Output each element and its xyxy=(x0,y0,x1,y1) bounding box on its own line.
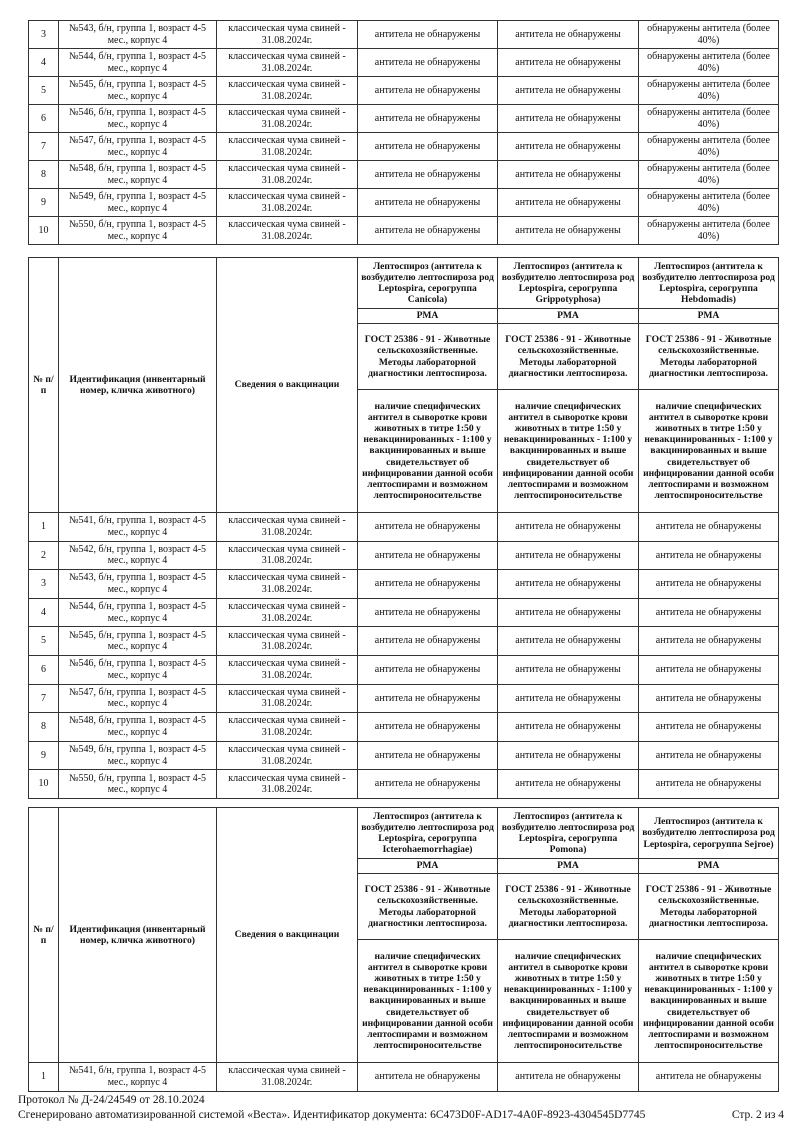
result-cell: антитела не обнаружены xyxy=(639,741,779,770)
animal-id: №547, б/н, группа 1, возраст 4-5 мес., корпус 4 xyxy=(59,684,217,713)
vaccination-info: классическая чума свиней - 31.08.2024г. xyxy=(217,161,358,189)
result-cell: антитела не обнаружены xyxy=(498,77,639,105)
row-number: 2 xyxy=(29,541,59,570)
result-cell: антитела не обнаружены xyxy=(498,217,639,245)
method-header: РМА xyxy=(358,309,498,324)
page-number: Стр. 2 из 4 xyxy=(731,1109,784,1121)
animal-id: №544, б/н, группа 1, возраст 4-5 мес., корпус 4 xyxy=(59,598,217,627)
row-number: 10 xyxy=(29,770,59,799)
row-number: 8 xyxy=(29,161,59,189)
table-row xyxy=(29,1063,779,1092)
table-row xyxy=(29,161,779,189)
result-cell: обнаружены антитела (более 40%) xyxy=(639,49,779,77)
method-header: РМА xyxy=(358,859,498,874)
result-cell: обнаружены антитела (более 40%) xyxy=(639,161,779,189)
animal-id: №548, б/н, группа 1, возраст 4-5 мес., корпус 4 xyxy=(59,713,217,742)
result-cell: антитела не обнаружены xyxy=(358,627,498,656)
table-row xyxy=(29,513,779,542)
column-header-identification: Идентификация (инвентарный номер, кличка животного) xyxy=(59,808,217,1063)
result-cell: антитела не обнаружены xyxy=(358,598,498,627)
table-row xyxy=(29,627,779,656)
result-cell: антитела не обнаружены xyxy=(358,49,498,77)
animal-id: №541, б/н, группа 1, возраст 4-5 мес., корпус 4 xyxy=(59,513,217,542)
result-cell: антитела не обнаружены xyxy=(358,741,498,770)
result-cell: антитела не обнаружены xyxy=(358,770,498,799)
result-cell: антитела не обнаружены xyxy=(498,541,639,570)
result-cell: антитела не обнаружены xyxy=(358,684,498,713)
table-row xyxy=(29,133,779,161)
animal-id: №549, б/н, группа 1, возраст 4-5 мес., корпус 4 xyxy=(59,741,217,770)
result-cell: антитела не обнаружены xyxy=(358,77,498,105)
table-row xyxy=(29,741,779,770)
column-header-identification: Идентификация (инвентарный номер, кличка животного) xyxy=(59,258,217,513)
result-cell: антитела не обнаружены xyxy=(639,627,779,656)
row-number: 7 xyxy=(29,684,59,713)
row-number: 6 xyxy=(29,105,59,133)
vaccination-info: классическая чума свиней - 31.08.2024г. xyxy=(217,1063,358,1092)
animal-id: №546, б/н, группа 1, возраст 4-5 мес., корпус 4 xyxy=(59,105,217,133)
result-cell: антитела не обнаружены xyxy=(498,598,639,627)
result-cell: антитела не обнаружены xyxy=(639,770,779,799)
result-cell: антитела не обнаружены xyxy=(498,1063,639,1092)
result-cell: антитела не обнаружены xyxy=(498,133,639,161)
result-cell: антитела не обнаружены xyxy=(639,541,779,570)
result-cell: обнаружены антитела (более 40%) xyxy=(639,105,779,133)
result-cell: обнаружены антитела (более 40%) xyxy=(639,217,779,245)
vaccination-info: классическая чума свиней - 31.08.2024г. xyxy=(217,684,358,713)
table-row xyxy=(29,189,779,217)
result-cell: антитела не обнаружены xyxy=(358,541,498,570)
table-row xyxy=(29,21,779,49)
result-cell: антитела не обнаружены xyxy=(498,770,639,799)
result-cell: антитела не обнаружены xyxy=(358,1063,498,1092)
result-cell: антитела не обнаружены xyxy=(358,161,498,189)
result-cell: антитела не обнаружены xyxy=(639,713,779,742)
animal-id: №546, б/н, группа 1, возраст 4-5 мес., корпус 4 xyxy=(59,655,217,684)
animal-id: №550, б/н, группа 1, возраст 4-5 мес., корпус 4 xyxy=(59,217,217,245)
vaccination-info: классическая чума свиней - 31.08.2024г. xyxy=(217,541,358,570)
result-cell: обнаружены антитела (более 40%) xyxy=(639,133,779,161)
norm-header: наличие специфических антител в сыворотке крови животных в титре 1:50 у невакцинированных - 1:100 у вакцинированных и выше свидетельствует об инфицировании данной особи лептоспирами и возможном лептоспироносительстве xyxy=(358,390,498,513)
result-cell: антитела не обнаружены xyxy=(639,570,779,599)
leptospirosis-table-1 xyxy=(28,257,779,799)
standard-header: ГОСТ 25386 - 91 - Животные сельскохозяйственные. Методы лабораторной диагностики лептоспироза. xyxy=(358,874,498,940)
norm-header: наличие специфических антител в сыворотке крови животных в титре 1:50 у невакцинированных - 1:100 у вакцинированных и выше свидетельствует об инфицировании данной особи лептоспирами и возможном лептоспироносительстве xyxy=(498,940,639,1063)
leptospirosis-table-2 xyxy=(28,807,779,1092)
result-cell: антитела не обнаружены xyxy=(639,1063,779,1092)
norm-header: наличие специфических антител в сыворотке крови животных в титре 1:50 у невакцинированных - 1:100 у вакцинированных и выше свидетельствует об инфицировании данной особи лептоспирами и возможном лептоспироносительстве xyxy=(639,390,779,513)
animal-id: №541, б/н, группа 1, возраст 4-5 мес., корпус 4 xyxy=(59,1063,217,1092)
animal-id: №548, б/н, группа 1, возраст 4-5 мес., корпус 4 xyxy=(59,161,217,189)
row-number: 1 xyxy=(29,1063,59,1092)
standard-header: ГОСТ 25386 - 91 - Животные сельскохозяйственные. Методы лабораторной диагностики лептоспироза. xyxy=(358,324,498,390)
animal-id: №547, б/н, группа 1, возраст 4-5 мес., корпус 4 xyxy=(59,133,217,161)
standard-header: ГОСТ 25386 - 91 - Животные сельскохозяйственные. Методы лабораторной диагностики лептоспироза. xyxy=(639,324,779,390)
vaccination-info: классическая чума свиней - 31.08.2024г. xyxy=(217,105,358,133)
standard-header: ГОСТ 25386 - 91 - Животные сельскохозяйственные. Методы лабораторной диагностики лептоспироза. xyxy=(498,324,639,390)
result-cell: антитела не обнаружены xyxy=(498,713,639,742)
row-number: 1 xyxy=(29,513,59,542)
table-row xyxy=(29,655,779,684)
results-table-continued xyxy=(28,20,779,245)
animal-id: №545, б/н, группа 1, возраст 4-5 мес., корпус 4 xyxy=(59,627,217,656)
method-header: РМА xyxy=(639,309,779,324)
result-cell: антитела не обнаружены xyxy=(358,655,498,684)
norm-header: наличие специфических антител в сыворотке крови животных в титре 1:50 у невакцинированных - 1:100 у вакцинированных и выше свидетельствует об инфицировании данной особи лептоспирами и возможном лептоспироносительстве xyxy=(358,940,498,1063)
vaccination-info: классическая чума свиней - 31.08.2024г. xyxy=(217,770,358,799)
method-header: РМА xyxy=(498,859,639,874)
result-cell: антитела не обнаружены xyxy=(358,21,498,49)
result-cell: антитела не обнаружены xyxy=(639,513,779,542)
generated-note: Сгенерировано автоматизированной системой «Веста». Идентификатор документа: 6C473D0F-AD17-4A0F-8923-4304545D7745 xyxy=(18,1109,646,1121)
result-cell: антитела не обнаружены xyxy=(358,217,498,245)
vaccination-info: классическая чума свиней - 31.08.2024г. xyxy=(217,627,358,656)
result-cell: антитела не обнаружены xyxy=(358,713,498,742)
vaccination-info: классическая чума свиней - 31.08.2024г. xyxy=(217,133,358,161)
column-header-vaccination: Сведения о вакцинации xyxy=(217,258,358,513)
result-cell: антитела не обнаружены xyxy=(498,655,639,684)
animal-id: №543, б/н, группа 1, возраст 4-5 мес., корпус 4 xyxy=(59,21,217,49)
header-row xyxy=(29,258,779,309)
vaccination-info: классическая чума свиней - 31.08.2024г. xyxy=(217,713,358,742)
test-name-header: Лептоспироз (антитела к возбудителю лептоспироза род Leptospira, серогруппа Icterohaemorrhagiae) xyxy=(358,808,498,859)
test-name-header: Лептоспироз (антитела к возбудителю лептоспироза род Leptospira, серогруппа Hebdomadis) xyxy=(639,258,779,309)
column-header-vaccination: Сведения о вакцинации xyxy=(217,808,358,1063)
animal-id: №543, б/н, группа 1, возраст 4-5 мес., корпус 4 xyxy=(59,570,217,599)
result-cell: антитела не обнаружены xyxy=(639,598,779,627)
table-row xyxy=(29,105,779,133)
row-number: 5 xyxy=(29,77,59,105)
result-cell: антитела не обнаружены xyxy=(639,655,779,684)
result-cell: антитела не обнаружены xyxy=(498,513,639,542)
table-row xyxy=(29,684,779,713)
vaccination-info: классическая чума свиней - 31.08.2024г. xyxy=(217,741,358,770)
norm-header: наличие специфических антител в сыворотке крови животных в титре 1:50 у невакцинированных - 1:100 у вакцинированных и выше свидетельствует об инфицировании данной особи лептоспирами и возможном лептоспироносительстве xyxy=(639,940,779,1063)
result-cell: антитела не обнаружены xyxy=(498,189,639,217)
method-header: РМА xyxy=(639,859,779,874)
result-cell: обнаружены антитела (более 40%) xyxy=(639,189,779,217)
result-cell: антитела не обнаружены xyxy=(358,189,498,217)
column-header-number: № п/п xyxy=(29,258,59,513)
table-row xyxy=(29,217,779,245)
table-row xyxy=(29,570,779,599)
test-name-header: Лептоспироз (антитела к возбудителю лептоспироза род Leptospira, серогруппа Canicola) xyxy=(358,258,498,309)
standard-header: ГОСТ 25386 - 91 - Животные сельскохозяйственные. Методы лабораторной диагностики лептоспироза. xyxy=(498,874,639,940)
result-cell: антитела не обнаружены xyxy=(639,684,779,713)
table-row xyxy=(29,541,779,570)
test-name-header: Лептоспироз (антитела к возбудителю лептоспироза род Leptospira, серогруппа Grippotyphosa) xyxy=(498,258,639,309)
test-name-header: Лептоспироз (антитела к возбудителю лептоспироза род Leptospira, серогруппа Pomona) xyxy=(498,808,639,859)
result-cell: антитела не обнаружены xyxy=(498,161,639,189)
result-cell: антитела не обнаружены xyxy=(498,105,639,133)
test-name-header: Лептоспироз (антитела к возбудителю лептоспироза род Leptospira, серогруппа Sejroe) xyxy=(639,808,779,859)
table-row xyxy=(29,77,779,105)
row-number: 3 xyxy=(29,570,59,599)
result-cell: антитела не обнаружены xyxy=(498,570,639,599)
result-cell: антитела не обнаружены xyxy=(498,741,639,770)
table-row xyxy=(29,49,779,77)
row-number: 5 xyxy=(29,627,59,656)
table-row xyxy=(29,598,779,627)
table-row xyxy=(29,713,779,742)
animal-id: №542, б/н, группа 1, возраст 4-5 мес., корпус 4 xyxy=(59,541,217,570)
vaccination-info: классическая чума свиней - 31.08.2024г. xyxy=(217,49,358,77)
row-number: 10 xyxy=(29,217,59,245)
result-cell: антитела не обнаружены xyxy=(498,21,639,49)
table-row xyxy=(29,770,779,799)
row-number: 8 xyxy=(29,713,59,742)
row-number: 4 xyxy=(29,598,59,627)
animal-id: №545, б/н, группа 1, возраст 4-5 мес., корпус 4 xyxy=(59,77,217,105)
result-cell: обнаружены антитела (более 40%) xyxy=(639,21,779,49)
result-cell: антитела не обнаружены xyxy=(358,570,498,599)
result-cell: антитела не обнаружены xyxy=(358,133,498,161)
result-cell: антитела не обнаружены xyxy=(358,105,498,133)
vaccination-info: классическая чума свиней - 31.08.2024г. xyxy=(217,570,358,599)
norm-header: наличие специфических антител в сыворотке крови животных в титре 1:50 у невакцинированных - 1:100 у вакцинированных и выше свидетельствует об инфицировании данной особи лептоспирами и возможном лептоспироносительстве xyxy=(498,390,639,513)
vaccination-info: классическая чума свиней - 31.08.2024г. xyxy=(217,598,358,627)
result-cell: антитела не обнаружены xyxy=(498,684,639,713)
result-cell: обнаружены антитела (более 40%) xyxy=(639,77,779,105)
standard-header: ГОСТ 25386 - 91 - Животные сельскохозяйственные. Методы лабораторной диагностики лептоспироза. xyxy=(639,874,779,940)
row-number: 9 xyxy=(29,741,59,770)
row-number: 4 xyxy=(29,49,59,77)
animal-id: №544, б/н, группа 1, возраст 4-5 мес., корпус 4 xyxy=(59,49,217,77)
vaccination-info: классическая чума свиней - 31.08.2024г. xyxy=(217,655,358,684)
row-number: 6 xyxy=(29,655,59,684)
vaccination-info: классическая чума свиней - 31.08.2024г. xyxy=(217,189,358,217)
result-cell: антитела не обнаружены xyxy=(358,513,498,542)
protocol-number: Протокол № Д-24/24549 от 28.10.2024 xyxy=(18,1094,205,1106)
vaccination-info: классическая чума свиней - 31.08.2024г. xyxy=(217,513,358,542)
column-header-number: № п/п xyxy=(29,808,59,1063)
result-cell: антитела не обнаружены xyxy=(498,49,639,77)
vaccination-info: классическая чума свиней - 31.08.2024г. xyxy=(217,77,358,105)
header-row xyxy=(29,808,779,859)
result-cell: антитела не обнаружены xyxy=(498,627,639,656)
vaccination-info: классическая чума свиней - 31.08.2024г. xyxy=(217,217,358,245)
animal-id: №550, б/н, группа 1, возраст 4-5 мес., корпус 4 xyxy=(59,770,217,799)
row-number: 7 xyxy=(29,133,59,161)
method-header: РМА xyxy=(498,309,639,324)
row-number: 3 xyxy=(29,21,59,49)
row-number: 9 xyxy=(29,189,59,217)
vaccination-info: классическая чума свиней - 31.08.2024г. xyxy=(217,21,358,49)
animal-id: №549, б/н, группа 1, возраст 4-5 мес., корпус 4 xyxy=(59,189,217,217)
